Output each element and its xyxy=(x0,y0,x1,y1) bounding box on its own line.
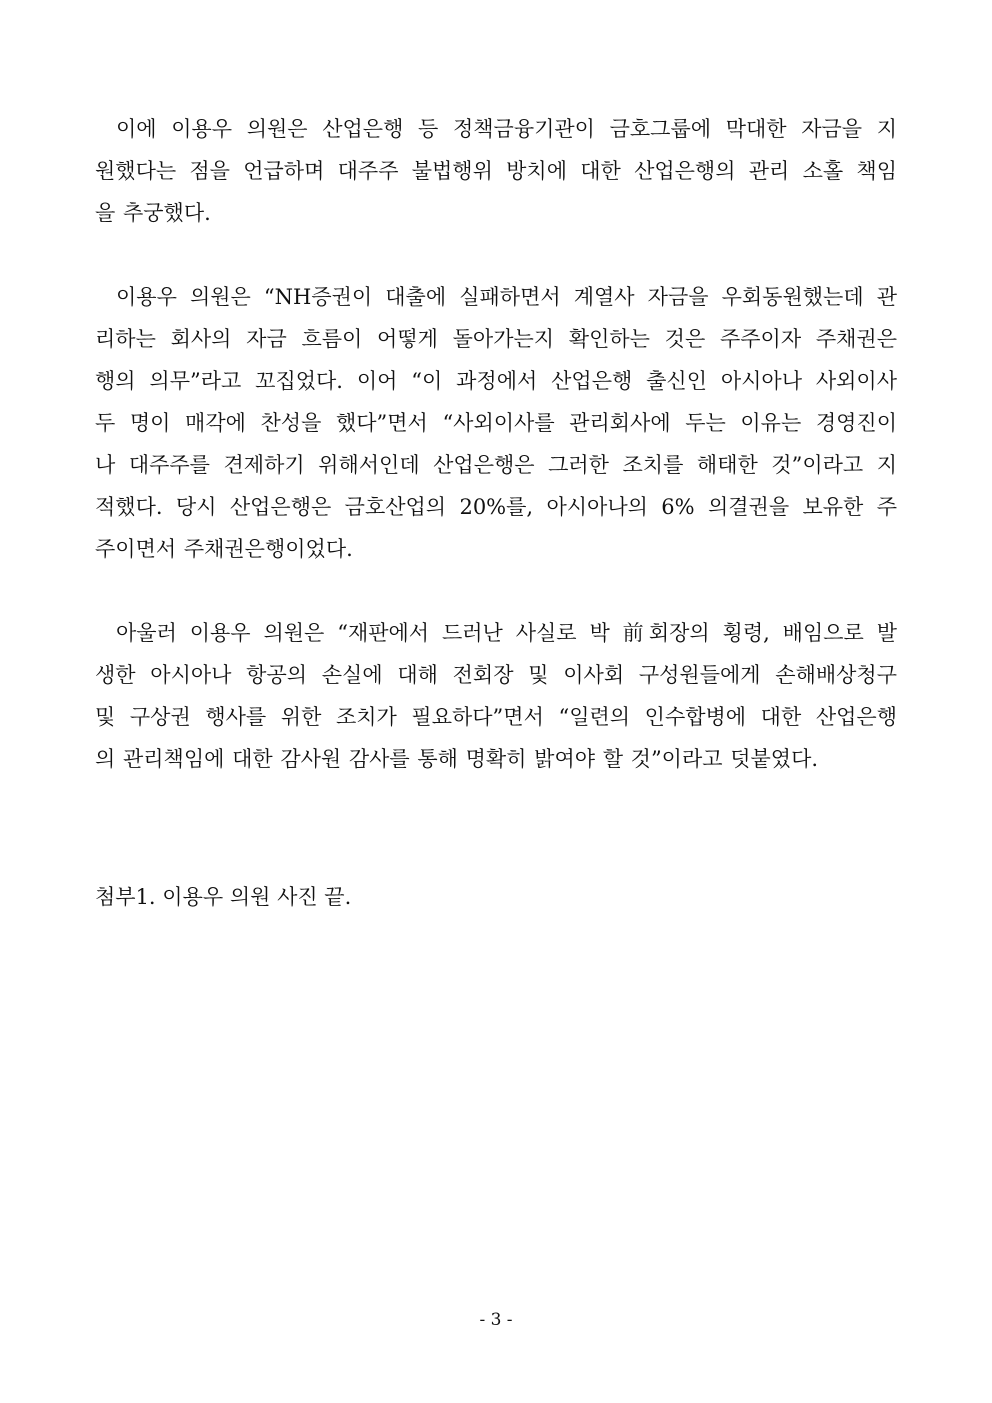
paragraph-line: 생한 아시아나 항공의 손실에 대해 전회장 및 이사회 구성원들에게 손해배상청구 xyxy=(95,663,897,687)
paragraph-line: 두 명이 매각에 찬성을 했다”면서 “사외이사를 관리회사에 두는 이유는 경영진이 xyxy=(95,411,897,435)
paragraph-line: 원했다는 점을 언급하며 대주주 불법행위 방치에 대한 산업은행의 관리 소홀 책임 xyxy=(95,159,897,183)
paragraph-2 xyxy=(95,276,897,570)
paragraph-line: 아울러 이용우 의원은 “재판에서 드러난 사실로 박 前회장의 횡령, 배임으로 발 xyxy=(116,621,897,645)
paragraph-line: 을 추궁했다. xyxy=(95,201,211,225)
paragraph-line: 적했다. 당시 산업은행은 금호산업의 20%를, 아시아나의 6% 의결권을 보유한 주 xyxy=(95,495,897,519)
paragraph-line: 의 관리책임에 대한 감사원 감사를 통해 명확히 밝여야 할 것”이라고 덧붙였다. xyxy=(95,747,819,771)
paragraph-1 xyxy=(95,108,897,234)
paragraph-line: 및 구상권 행사를 위한 조치가 필요하다”면서 “일련의 인수합병에 대한 산업은행 xyxy=(95,705,897,729)
document-body xyxy=(95,108,897,780)
attachment-note: 첨부1. 이용우 의원 사진 끝. xyxy=(95,885,352,909)
paragraph-line: 나 대주주를 견제하기 위해서인데 산업은행은 그러한 조치를 해태한 것”이라고 지 xyxy=(95,453,897,477)
paragraph-line: 이에 이용우 의원은 산업은행 등 정책금융기관이 금호그룹에 막대한 자금을 지 xyxy=(116,117,897,141)
page-number: - 3 - xyxy=(479,1310,513,1330)
paragraph-line: 주이면서 주채권은행이었다. xyxy=(95,537,353,561)
paragraph-3 xyxy=(95,612,897,780)
paragraph-line: 이용우 의원은 “NH증권이 대출에 실패하면서 계열사 자금을 우회동원했는데 관 xyxy=(116,285,897,309)
paragraph-line: 리하는 회사의 자금 흐름이 어떻게 돌아가는지 확인하는 것은 주주이자 주채권은 xyxy=(95,327,897,351)
paragraph-line: 행의 의무”라고 꼬집었다. 이어 “이 과정에서 산업은행 출신인 아시아나 사외이사 xyxy=(95,369,897,393)
